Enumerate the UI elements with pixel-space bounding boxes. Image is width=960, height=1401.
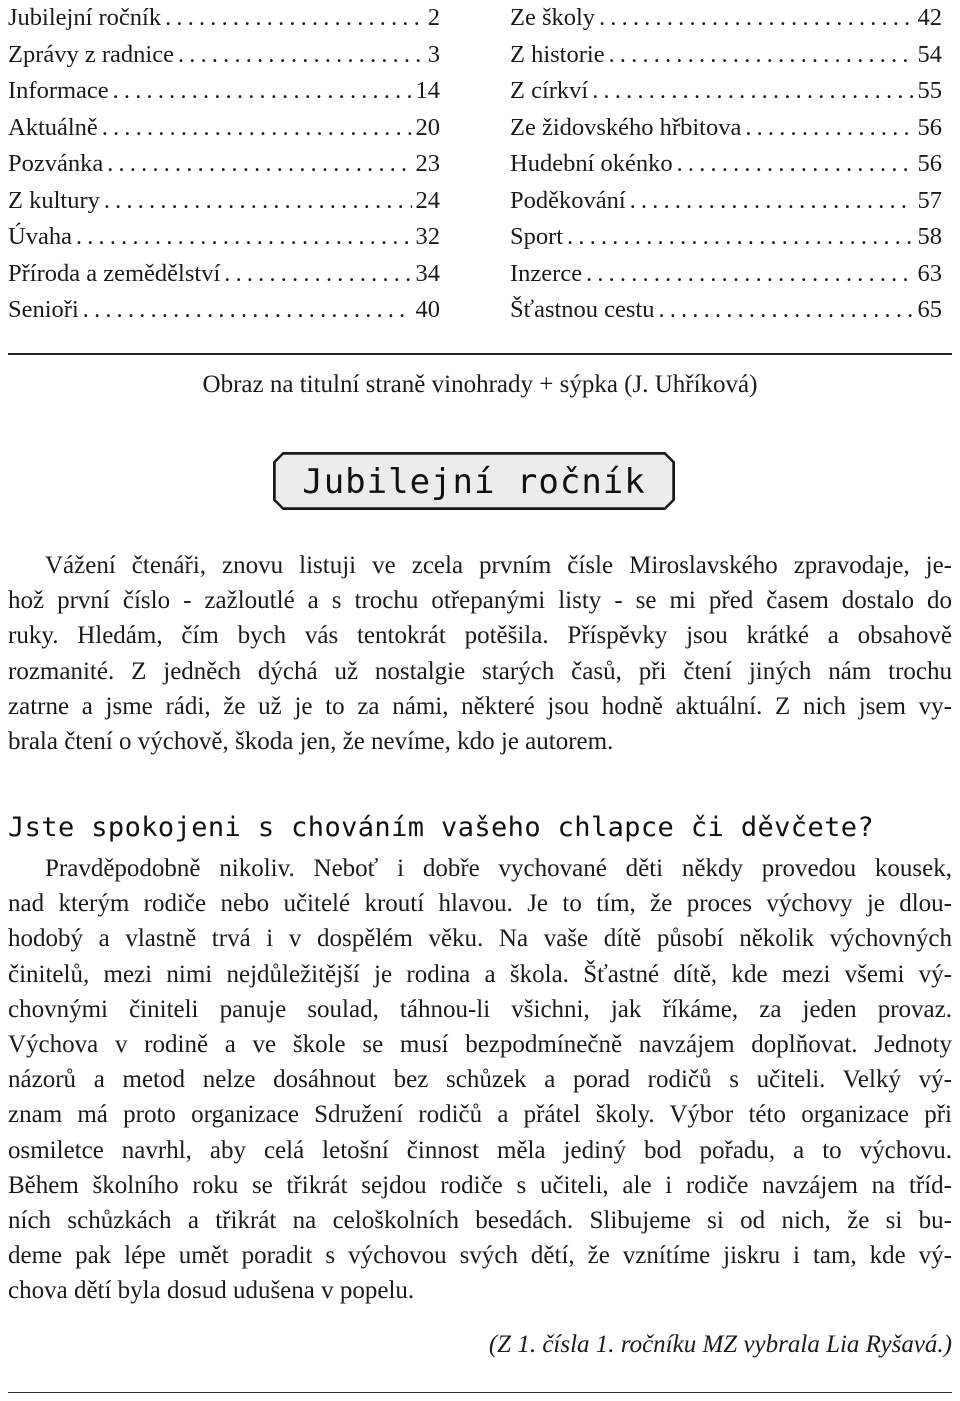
toc-entry[interactable]	[510, 37, 942, 74]
toc-leader-dots	[104, 183, 412, 220]
toc-leader-dots	[102, 110, 412, 147]
toc-entry-title: Ze školy	[510, 4, 596, 31]
toc-entry-page: 42	[917, 4, 942, 31]
toc-leader-dots	[630, 183, 914, 220]
signoff: (Z 1. čísla 1. ročníku MZ vybrala Lia Ryšavá.)	[488, 1331, 952, 1358]
toc-entry-page: 63	[917, 259, 942, 287]
article-line: deme pak lépe umět poradit s výchovou svých dětí, že vznítíme jiskru i tam, kde vý-	[8, 1242, 952, 1270]
bottom-divider	[8, 1392, 952, 1393]
toc-leader-dots	[677, 146, 914, 183]
toc-entry-title: Inzerce	[510, 259, 583, 287]
toc-entry-page: 55	[917, 77, 942, 104]
toc-entry-title: Šťastnou cestu	[510, 296, 655, 323]
toc-entry[interactable]	[8, 146, 440, 183]
toc-entry[interactable]	[510, 73, 942, 110]
article-heading: Jste spokojeni s chováním vašeho chlapce či děvčete?	[8, 812, 875, 843]
toc-left-column	[8, 0, 440, 329]
toc-leader-dots	[659, 292, 914, 329]
article-line: znam má proto organizace Sdružení rodičů a přátel školy. Výbor této organizace při	[8, 1101, 952, 1129]
article-line: hodobý a vlastně trvá i v dospělém věku. Na vaše dítě působí několik výchovných	[8, 925, 952, 953]
toc-entry[interactable]	[510, 219, 942, 256]
toc-entry[interactable]	[8, 110, 440, 147]
toc-entry-page: 65	[917, 296, 942, 323]
intro-line: brala čtení o výchově, škoda jen, že nevíme, kdo je autorem.	[8, 728, 614, 756]
toc-entry[interactable]	[510, 292, 942, 329]
toc-entry[interactable]	[8, 73, 440, 110]
toc-entry-page: 40	[415, 296, 440, 323]
toc-entry-page: 3	[427, 40, 440, 68]
toc-entry[interactable]	[510, 0, 942, 37]
article-line: chova dětí byla dosud udušena v popelu.	[8, 1277, 415, 1305]
toc-leader-dots	[83, 292, 412, 329]
toc-entry-page: 14	[415, 77, 440, 104]
toc-entry-page: 2	[427, 4, 440, 31]
toc-entry[interactable]	[8, 0, 440, 37]
toc-entry[interactable]	[510, 183, 942, 220]
intro-line: ruky. Hledám, čím bych vás tentokrát potěšila. Příspěvky jsou krátké a obsahově	[8, 622, 952, 650]
toc-entry-title: Zprávy z radnice	[8, 40, 174, 68]
toc-entry-title: Příroda a zemědělství	[8, 259, 221, 287]
article-line: názorů a metod nelze dosáhnout bez schůzek a porad rodičů s učiteli. Velký vý-	[8, 1066, 952, 1094]
toc-entry[interactable]	[8, 37, 440, 74]
toc-entry-title: Informace	[8, 77, 109, 104]
article-body	[8, 851, 952, 1309]
toc-entry-title: Pozvánka	[8, 150, 104, 177]
toc-entry[interactable]	[8, 256, 440, 293]
intro-line: rozmanité. Z jedněch dýchá už nostalgie starých časů, při čtení jiných nám trochu	[8, 657, 952, 685]
toc-entry-page: 56	[917, 113, 942, 141]
toc-leader-dots	[609, 37, 914, 74]
toc-entry[interactable]	[510, 146, 942, 183]
cover-caption: Obraz na titulní straně vinohrady + sýpka (J. Uhříková)	[202, 371, 758, 398]
toc-entry-title: Hudební okénko	[510, 150, 673, 177]
article-line: nad kterým rodiče nebo učitelé kroutí hlavou. Je to tím, že proces výchovy je dlou-	[8, 890, 952, 918]
toc-entry[interactable]	[510, 110, 942, 147]
toc-entry-title: Sport	[510, 223, 564, 250]
section-title: Jubilejní ročník	[302, 462, 646, 502]
toc-right-column	[510, 0, 942, 329]
toc-entry-title: Ze židovského hřbitova	[510, 113, 742, 141]
toc-leader-dots	[107, 146, 411, 183]
toc-leader-dots	[178, 37, 424, 74]
article-line: Výchova v rodině a ve škole se musí bezpodmínečně navzájem doplňovat. Jednoty	[8, 1031, 952, 1059]
toc-leader-dots	[224, 256, 411, 293]
toc-entry-page: 58	[917, 223, 942, 250]
intro-paragraph	[8, 548, 952, 759]
toc-divider	[8, 353, 952, 355]
article-line: ních schůzkách a třikrát na celoškolních besedách. Slibujeme si od nich, že si bu-	[8, 1207, 952, 1235]
toc-entry[interactable]	[8, 292, 440, 329]
toc-entry-page: 24	[415, 186, 440, 214]
intro-line: hož první číslo - zažloutlé a s trochu otřepanými listy - se mi před časem dostalo do	[8, 587, 952, 615]
toc-entry-title: Z historie	[510, 40, 605, 68]
toc-entry-page: 34	[415, 259, 440, 287]
toc-leader-dots	[599, 0, 913, 37]
toc-leader-dots	[567, 219, 913, 256]
toc-leader-dots	[113, 73, 412, 110]
intro-line: zatrne a jsme rádi, že už je to za námi, některé jsou hodně aktuální. Z nich jsem vy-	[8, 692, 952, 720]
toc-entry-page: 54	[917, 40, 942, 68]
toc-leader-dots	[745, 110, 913, 147]
toc-entry-title: Jubilejní ročník	[8, 4, 162, 31]
article-line: Během školního roku se třikrát sejdou rodiče s učiteli, ale i rodiče navzájem na tříd-	[8, 1171, 952, 1199]
article-line: osmiletce navrhl, aby celá letošní činnost měla jediný bod pořadu, a to výchovu.	[8, 1136, 952, 1164]
toc-entry-page: 56	[917, 150, 942, 177]
toc-entry-page: 32	[415, 223, 440, 250]
toc-entry-title: Úvaha	[8, 223, 72, 250]
toc-entry-title: Poděkování	[510, 186, 626, 214]
toc-entry-page: 20	[415, 113, 440, 141]
toc-entry-page: 23	[415, 150, 440, 177]
toc-entry[interactable]	[510, 256, 942, 293]
toc-leader-dots	[165, 0, 424, 37]
toc-entry-title: Senioři	[8, 296, 79, 323]
toc-entry-title: Z kultury	[8, 186, 100, 214]
toc-leader-dots	[592, 73, 913, 110]
toc-leader-dots	[586, 256, 913, 293]
intro-line: Vážení čtenáři, znovu listuji ve zcela prvním čísle Miroslavského zpravodaje, je-	[45, 552, 952, 579]
toc-entry[interactable]	[8, 219, 440, 256]
toc-entry-title: Aktuálně	[8, 113, 98, 141]
toc-entry-title: Z církví	[510, 77, 589, 104]
toc-entry-page: 57	[917, 186, 942, 214]
toc-leader-dots	[76, 219, 412, 256]
article-line: činitelů, mezi nimi nejdůležitější je rodina a škola. Šťastné dítě, kde mezi všemi vý-	[8, 960, 952, 988]
article-line: Pravděpodobně nikoliv. Neboť i dobře vychované děti někdy provedou kousek,	[45, 855, 952, 882]
toc-entry[interactable]	[8, 183, 440, 220]
article-line: chovnými činiteli panuje soulad, táhnou-li všichni, jak říkáme, za jeden provaz.	[8, 995, 952, 1023]
